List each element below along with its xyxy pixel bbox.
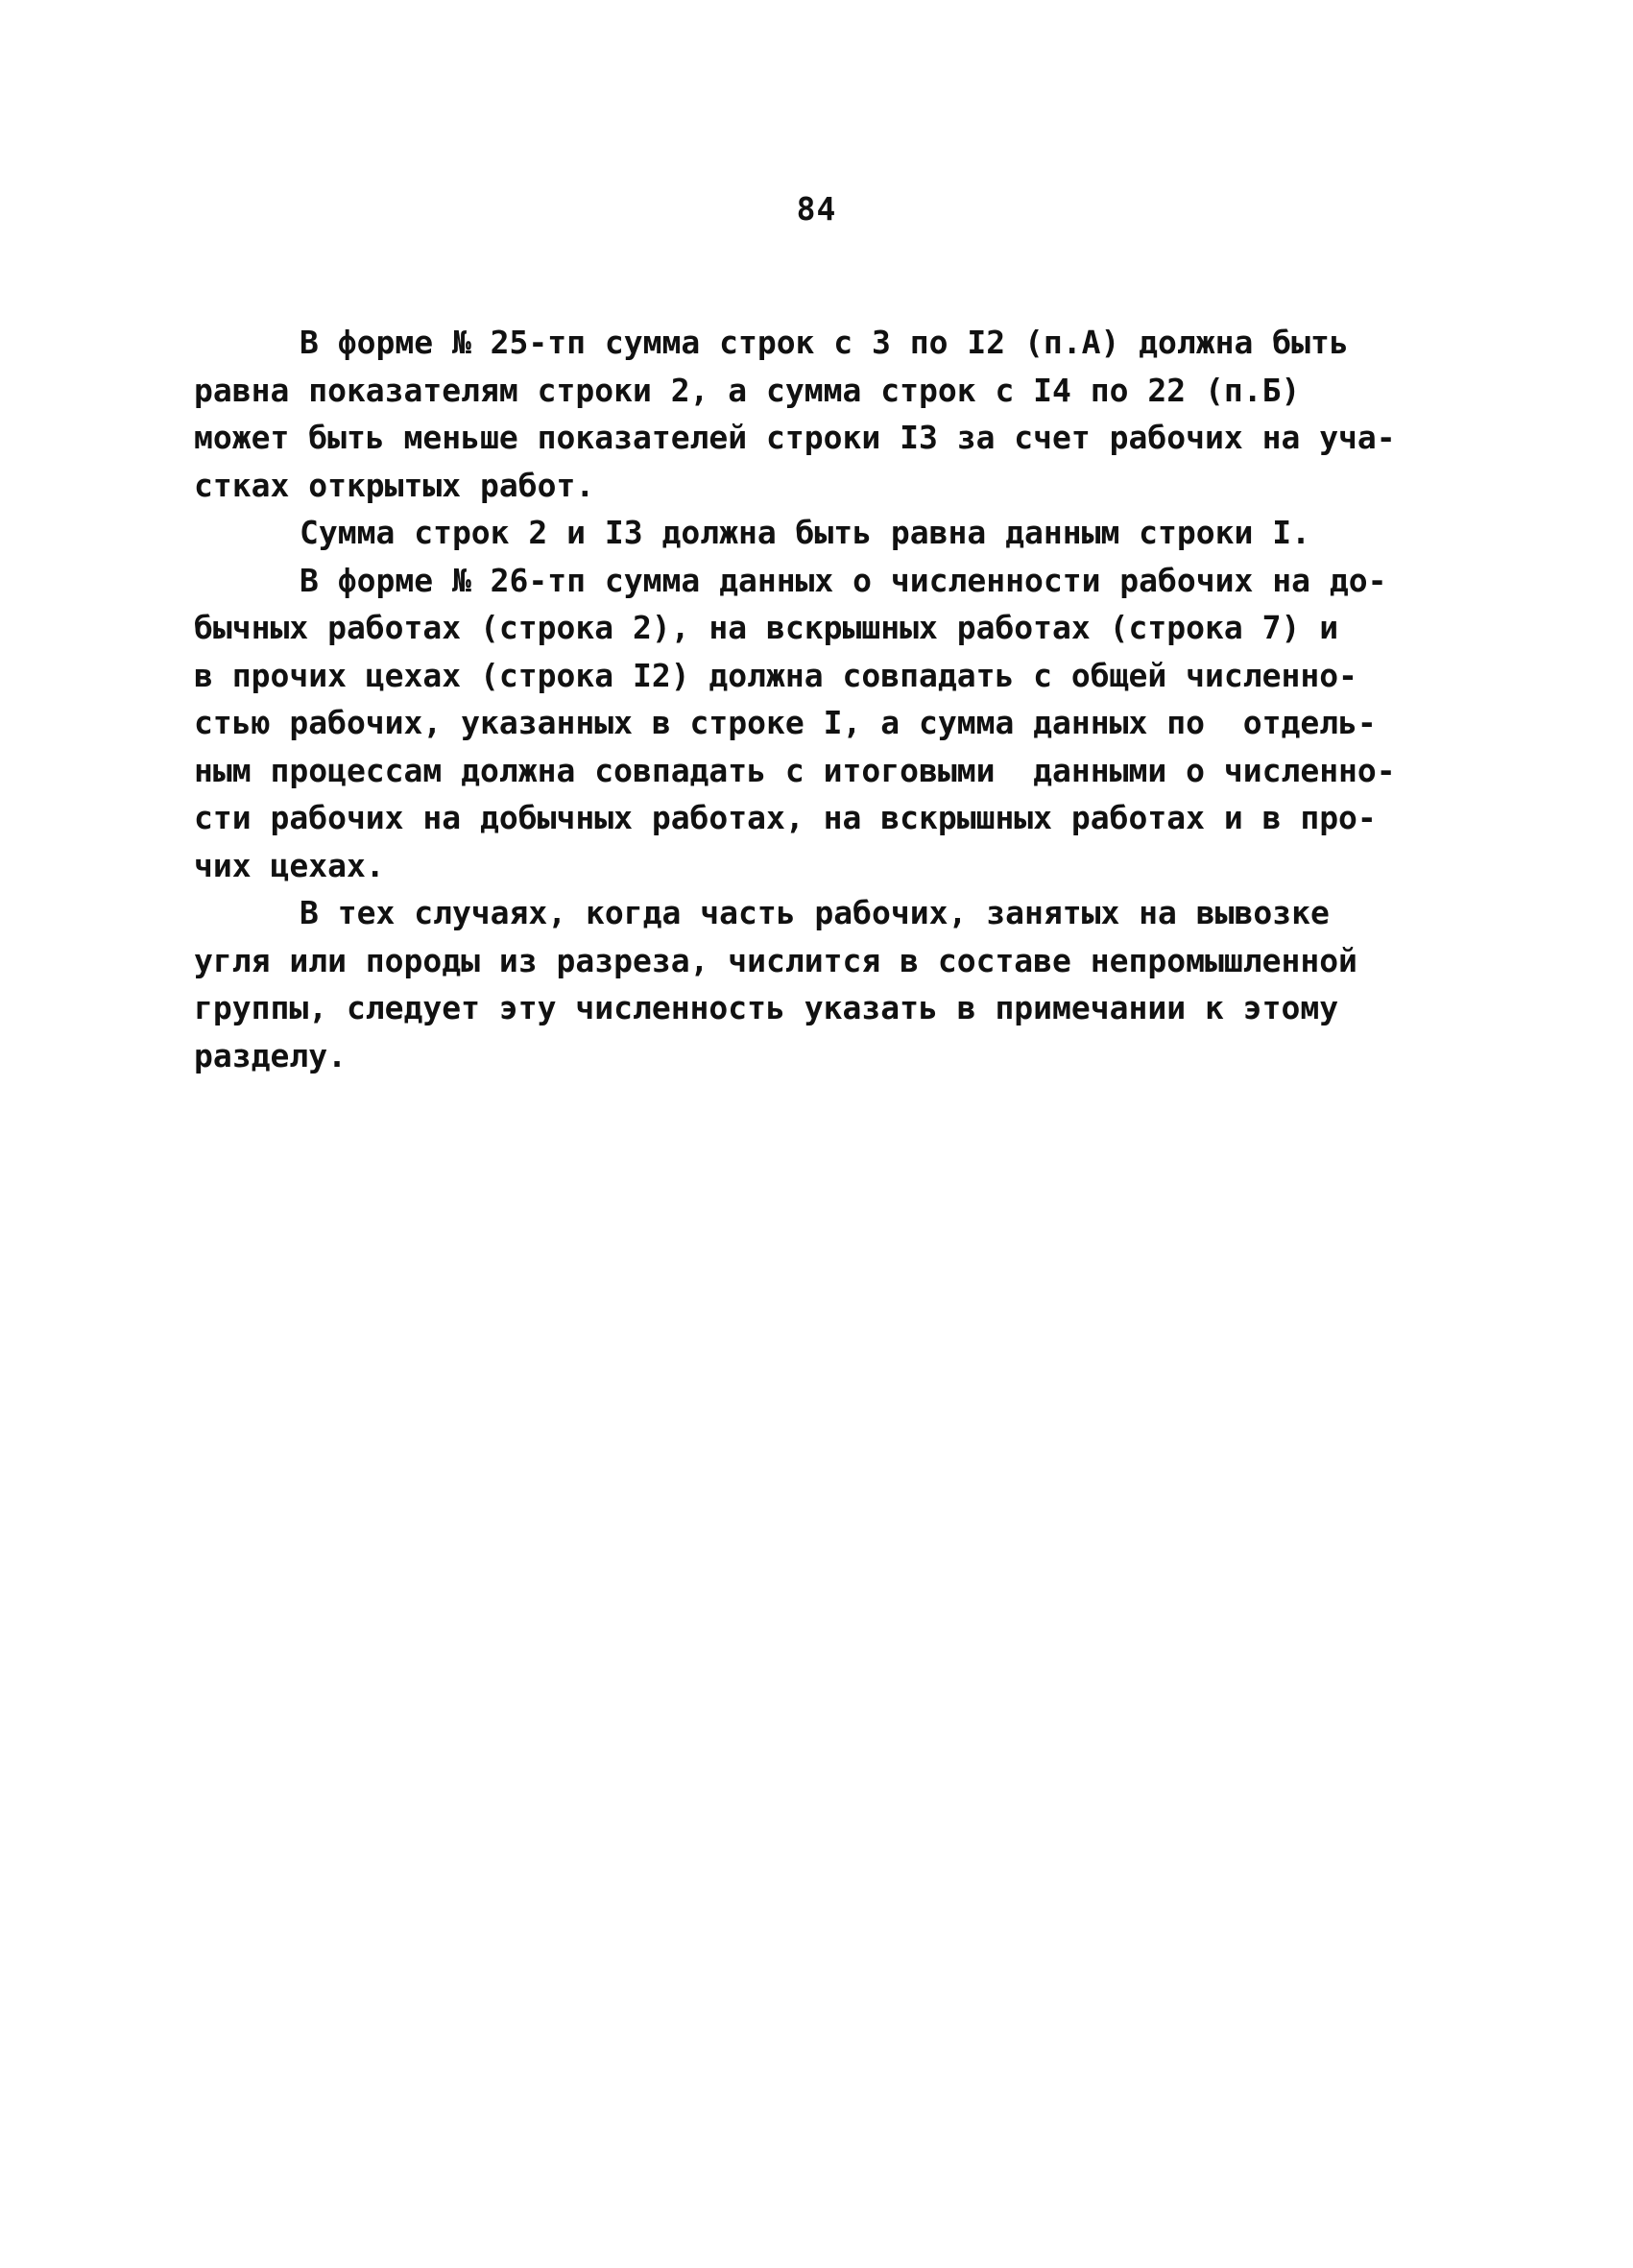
paragraph-sum-rows — [194, 509, 1461, 557]
text-line: чих цехах. — [194, 846, 385, 884]
text-line: В тех случаях, когда часть рабочих, занятых на вывозке — [300, 894, 1330, 931]
paragraph-form-26 — [194, 557, 1461, 890]
text-line: В форме № 25-тп сумма строк с 3 по I2 (п.А) должна быть — [300, 324, 1349, 361]
paragraph-transport-workers — [194, 889, 1461, 1079]
text-line: разделу. — [194, 1036, 347, 1074]
paragraph-form-25 — [194, 319, 1461, 509]
text-line: может быть меньше показателей строки I3 за счет рабочих на уча- — [194, 419, 1396, 456]
text-line: равна показателям строки 2, а сумма строк с I4 по 22 (п.Б) — [194, 371, 1301, 409]
page-number: 84 — [796, 190, 837, 228]
text-line: сти рабочих на добычных работах, на вскрышных работах и в про- — [194, 799, 1377, 836]
text-line: Сумма строк 2 и I3 должна быть равна данным строки I. — [300, 514, 1310, 551]
text-line: ным процессам должна совпадать с итоговыми данными о численно- — [194, 751, 1396, 789]
text-line: стках открытых работ. — [194, 466, 595, 504]
text-line: В форме № 26-тп сумма данных о численности рабочих на до- — [300, 561, 1387, 599]
text-line: стью рабочих, указанных в строке I, а сумма данных по отдель- — [194, 704, 1377, 741]
document-body — [194, 319, 1461, 1079]
text-line: бычных работах (строка 2), на вскрышных работах (строка 7) и — [194, 609, 1339, 646]
text-line: группы, следует эту численность указать в примечании к этому — [194, 989, 1339, 1026]
text-line: угля или породы из разреза, числится в составе непромышленной — [194, 941, 1357, 979]
text-line: в прочих цехах (строка I2) должна совпадать с общей численно- — [194, 656, 1357, 694]
